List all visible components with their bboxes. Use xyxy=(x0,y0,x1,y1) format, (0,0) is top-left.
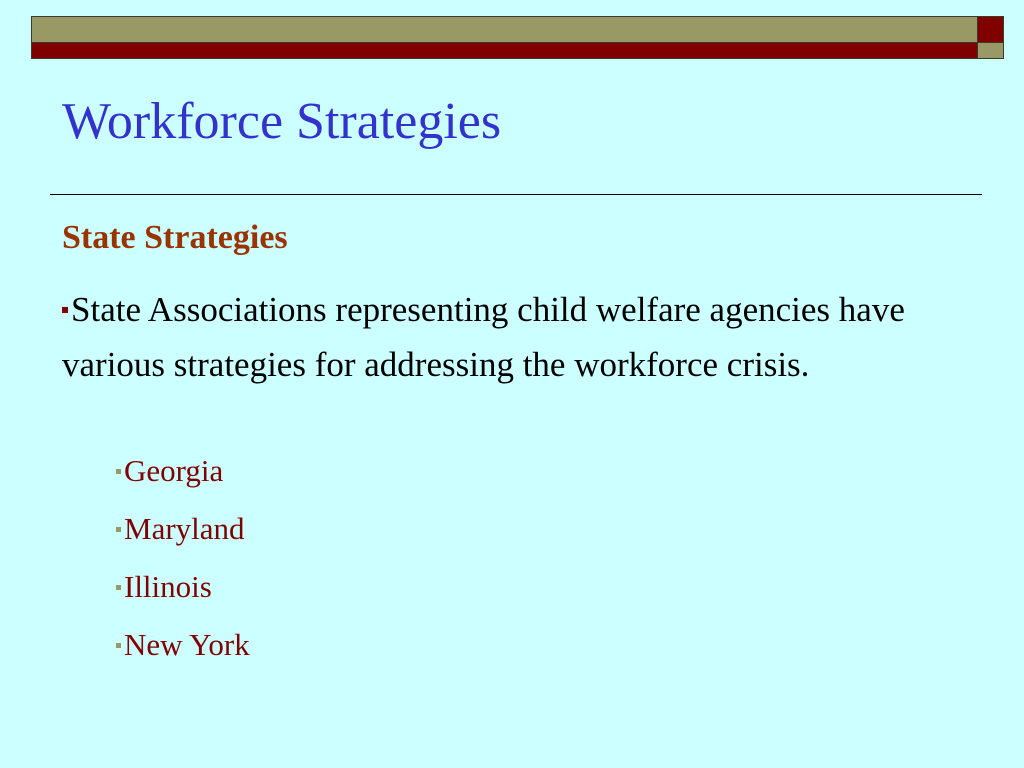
square-bullet-icon xyxy=(62,307,68,313)
state-list xyxy=(116,455,250,687)
list-item xyxy=(116,455,250,513)
title-divider xyxy=(50,194,982,195)
square-bullet-icon xyxy=(116,643,121,648)
slide-title: Workforce Strategies xyxy=(62,93,502,150)
state-name: Georgia xyxy=(124,453,224,488)
list-item xyxy=(116,571,250,629)
square-bullet-icon xyxy=(116,469,121,474)
state-name: New York xyxy=(124,627,250,662)
main-bullet-text: State Associations representing child welfare agencies have various strategies for addressing the workforce crisis. xyxy=(62,290,905,384)
state-name: Illinois xyxy=(124,569,212,604)
section-subheading: State Strategies xyxy=(62,219,288,256)
square-bullet-icon xyxy=(116,527,121,532)
list-item xyxy=(116,629,250,687)
square-bullet-icon xyxy=(116,585,121,590)
state-name: Maryland xyxy=(124,511,245,546)
corner-red-square xyxy=(977,16,1004,43)
list-item xyxy=(116,513,250,571)
corner-olive-square xyxy=(977,42,1004,59)
main-bullet xyxy=(62,282,942,392)
header-red-bar xyxy=(31,42,978,59)
header-olive-bar xyxy=(31,16,978,43)
